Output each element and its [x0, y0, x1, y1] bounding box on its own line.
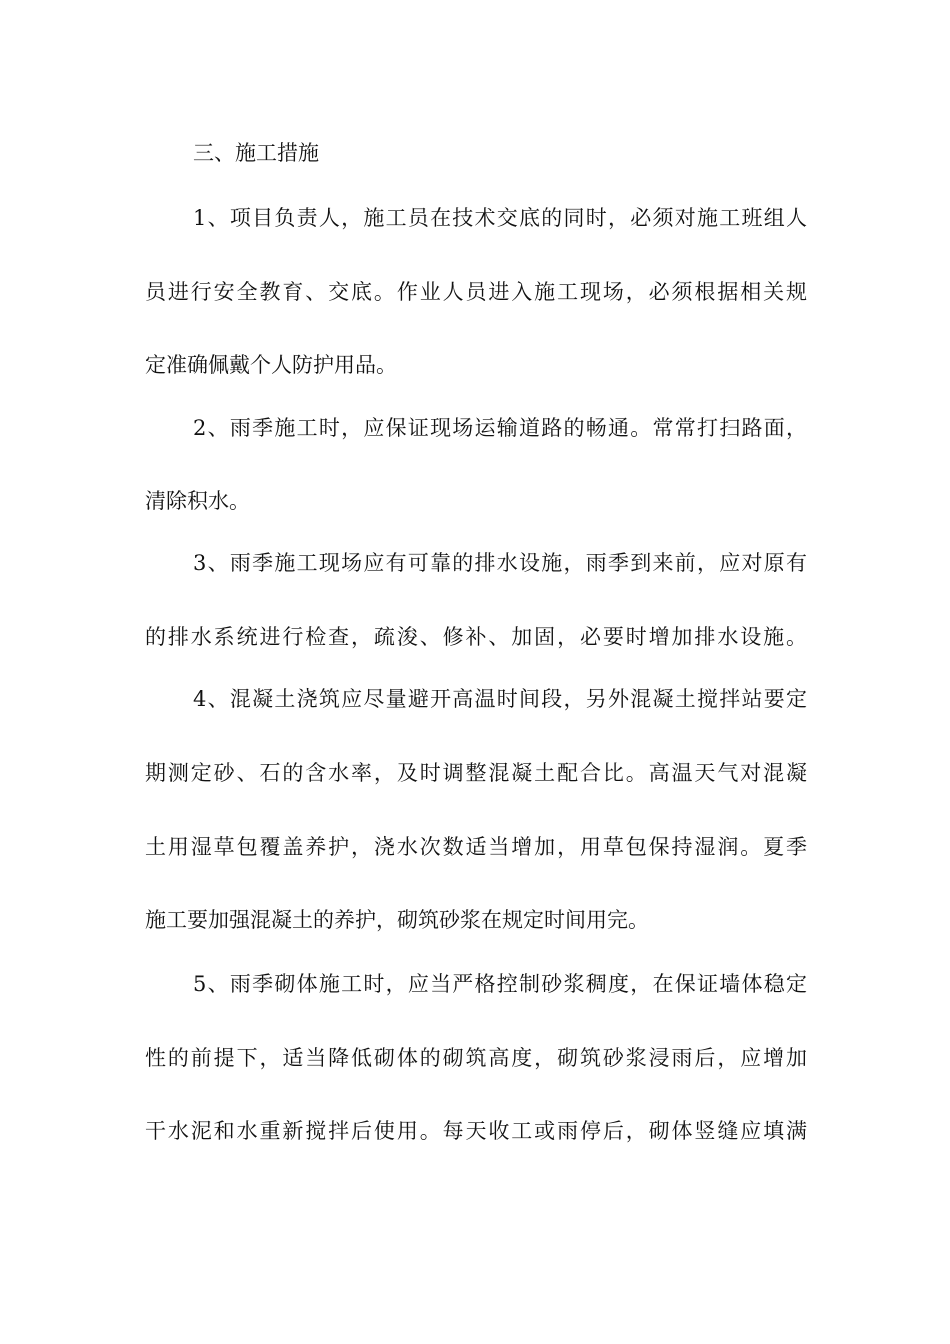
paragraph-line: 期测定砂、石的含水率，及时调整混凝土配合比。高温天气对混凝 — [145, 761, 807, 785]
paragraph-line: 定准确佩戴个人防护用品。 — [145, 353, 397, 377]
paragraph-line: 的排水系统进行检查，疏浚、修补、加固，必要时增加排水设施。 — [145, 625, 807, 649]
paragraph-line: 干水泥和水重新搅拌后使用。每天收工或雨停后，砌体竖缝应填满 — [145, 1119, 807, 1143]
paragraph-line: 4、混凝土浇筑应尽量避开高温时间段，另外混凝土搅拌站要定 — [193, 687, 807, 711]
paragraph-line: 员进行安全教育、交底。作业人员进入施工现场，必须根据相关规 — [145, 280, 807, 304]
section-heading: 三、施工措施 — [193, 141, 319, 165]
paragraph-line: 性的前提下，适当降低砌体的砌筑高度，砌筑砂浆浸雨后，应增加 — [145, 1046, 807, 1070]
paragraph-line: 1、项目负责人，施工员在技术交底的同时，必须对施工班组人 — [193, 206, 807, 230]
paragraph-line: 土用湿草包覆盖养护，浇水次数适当增加，用草包保持湿润。夏季 — [145, 835, 807, 859]
paragraph-line: 3、雨季施工现场应有可靠的排水设施，雨季到来前，应对原有 — [193, 551, 807, 575]
paragraph-line: 施工要加强混凝土的养护，砌筑砂浆在规定时间用完。 — [145, 908, 649, 932]
paragraph-line: 清除积水。 — [145, 489, 250, 513]
paragraph-line: 5、雨季砌体施工时，应当严格控制砂浆稠度，在保证墙体稳定 — [193, 972, 807, 996]
paragraph-line: 2、雨季施工时，应保证现场运输道路的畅通。常常打扫路面， — [193, 416, 807, 440]
